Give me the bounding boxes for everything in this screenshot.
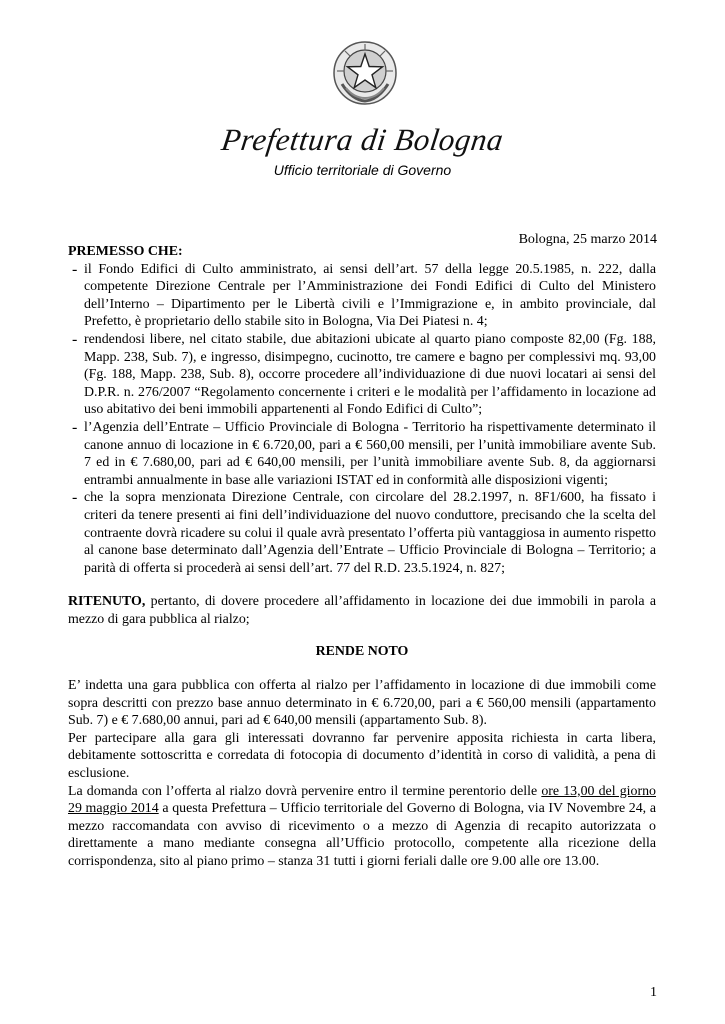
- deadline-underlined: ore 13,00 del giorno 29 maggio 2014: [68, 783, 656, 817]
- ritenuto-text: pertanto, di dovere procedere all’affidamento in locazione dei due immobili in parola a mezzo di gara pubblica al rialzo;: [68, 594, 656, 627]
- list-item: - rendendosi libere, nel citato stabile, due abitazioni ubicate al quarto piano composte 82,00 (Fg. 188, Mapp. 238, Sub. 7), e ingresso, disimpegno, cucinotto, tre camere e bagno per complessivi mq. 93,00 (Fg. 188, Mapp. 238, Sub. 8), occorre procedere all’individuazione di due nuovi locatari ai sensi del D.P.R. n. 276/2007 “Regolamento concernente i criteri e le modalità per l’affidamento in locazione ad uso abitativo dei beni immobili appartenenti al Fondo Edifici di Culto”;: [68, 331, 656, 419]
- domanda-paragraph: [68, 783, 656, 871]
- ritenuto-paragraph: [68, 593, 656, 628]
- document-date: Bologna, 25 marzo 2014: [518, 232, 657, 247]
- header-title: Prefettura di Bologna: [219, 122, 506, 157]
- ritenuto-lead: RITENUTO,: [68, 594, 146, 610]
- partecipazione-paragraph: Per partecipare alla gara gli interessati dovranno far pervenire apposita richiesta in carta libera, debitamente sottoscritta e corredata di fotocopia di documento d’identità in corso di validità, a pena di esclusione.: [68, 730, 656, 782]
- italian-republic-emblem-icon: [332, 40, 398, 106]
- rende-noto-heading: RENDE NOTO: [315, 644, 409, 660]
- domanda-text-start: La domanda con l’offerta al rialzo dovrà pervenire entro il termine perentorio delle: [68, 783, 542, 799]
- document-body: [68, 243, 656, 871]
- page-number: 1: [650, 985, 657, 1000]
- premesso-list: [68, 261, 656, 578]
- premesso-heading: PREMESSO CHE:: [68, 244, 183, 259]
- list-item: - che la sopra menzionata Direzione Centrale, con circolare del 28.2.1997, n. 8F1/600, ha fissato i criteri da tenere presenti ai fini dell’individuazione del nuovo conduttore, precisando che la scelta del contraente dovrà ricadere su colui il quale avrà presentato l’offerta più vantaggiosa in aumento rispetto al canone base determinato dall’Agenzia dell’Entrate – Ufficio Provinciale di Bologna – Territorio; a parità di offerta si procederà ai sensi dell’art. 77 del R.D. 23.5.1924, n. 827;: [68, 489, 656, 577]
- header-subtitle: Ufficio territoriale di Governo: [273, 162, 452, 178]
- gara-paragraph: E’ indetta una gara pubblica con offerta al rialzo per l’affidamento in locazione di due immobili come sopra descritti con prezzo base annuo determinato in € 6.720,00, pari a € 560,00 mensili (appartamento Sub. 7) e € 7.680,00 annui, pari ad € 640,00 mensili (appartamento Sub. 8).: [68, 678, 656, 729]
- list-item: - l’Agenzia dell’Entrate – Ufficio Provinciale di Bologna - Territorio ha rispettivamente determinato il canone annuo di locazione in € 6.720,00, pari a € 560,00 mensili, per l’unità immobiliare avente Sub. 7 ed in € 7.680,00, pari ad € 640,00 mensili, per l’unità immobiliare avente Sub. 8, da aggiornarsi entrambi annualmente in base alle variazioni ISTAT ed in conformità alle disposizioni vigenti;: [68, 419, 656, 489]
- list-item: - il Fondo Edifici di Culto amministrato, ai sensi dell’art. 57 della legge 20.5.1985, n. 222, dalla competente Direzione Centrale per l’Amministrazione dei Fondi Edifici di Culto del Ministero dell’Interno – Dipartimento per le Libertà civili e l’Immigrazione e, in ambito provinciale, dal Prefetto, è proprietario dello stabile sito in Bologna, Via Dei Piatesi n. 4;: [68, 261, 656, 331]
- domanda-text-end: a questa Prefettura – Ufficio territoriale del Governo di Bologna, via IV Novembre 24, a mezzo raccomandata con avviso di ricevimento o a mezzo di Agenzia di recapito autorizzata o direttamente a mano mediante consegna all’Ufficio protocollo, competente alla ricezione della corrispondenza, sito al piano primo – stanza 31 tutti i giorni feriali dalle ore 9.00 alle ore 13.00.: [68, 801, 656, 869]
